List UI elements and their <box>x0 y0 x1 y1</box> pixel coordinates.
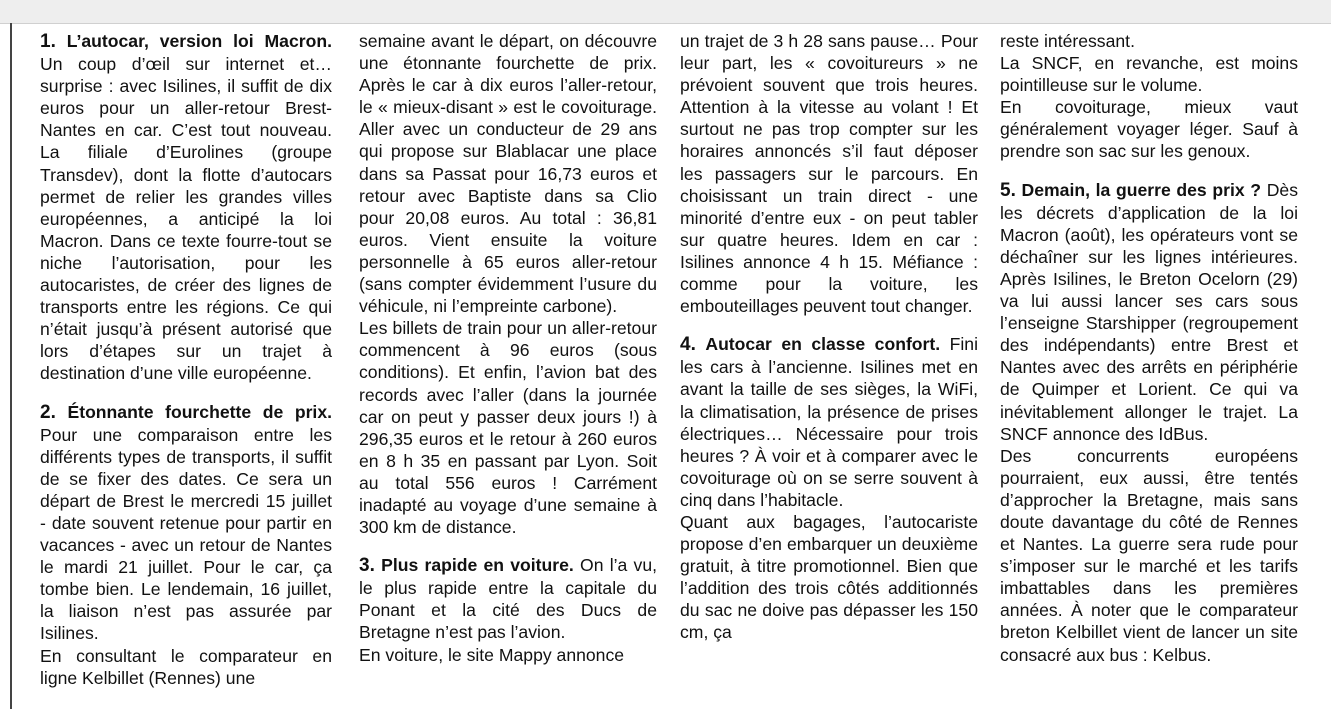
section-heading: Étonnante fourchette de prix. <box>67 401 332 422</box>
paragraph <box>359 644 657 666</box>
paragraph <box>680 30 978 317</box>
section-number: 4. <box>680 334 696 356</box>
section-number: 3. <box>359 555 375 577</box>
section-4 <box>680 333 978 511</box>
section-3 <box>359 554 657 643</box>
article-column-1 <box>40 30 332 689</box>
paragraph <box>680 511 978 644</box>
paragraph <box>1000 52 1298 96</box>
paragraph <box>1000 30 1298 52</box>
paragraph-text: Les billets de train pour un aller-retour commencent à 96 euros (sous conditions). Et enfin, l’avion bat des records avec l’aller (dans la journée car on peut y passer deux jours !) à 296,35 euros et le retour à 260 euros en 8 h 35 en passant par Lyon. Soit au total 556 euros ! Carrément inadapté au voyage d’une semaine à 300 km de distance. <box>359 318 657 538</box>
article-column-4 <box>1000 30 1298 666</box>
top-bar <box>0 0 1331 24</box>
paragraph-text: reste intéressant. <box>1000 31 1135 51</box>
article-column-2 <box>359 30 657 666</box>
paragraph-text: En consultant le comparateur en ligne Kelbillet (Rennes) une <box>40 645 332 688</box>
section-2 <box>40 401 332 645</box>
section-number: 1. <box>40 31 56 52</box>
column-rule <box>10 23 12 709</box>
section-1 <box>40 30 332 385</box>
section-heading: Plus rapide en voiture. <box>381 555 574 576</box>
paragraph-text: semaine avant le départ, on découvre une étonnante fourchette de prix. Après le car à dix euros l’aller-retour, le « mieux-disant » est le covoiturage. Aller avec un conducteur de 29 ans qui propose sur Blablacar une place dans sa Passat pour 16,73 euros et retour avec Baptiste dans sa Clio pour 20,08 euros. Au total : 36,81 euros. Vient ensuite la voiture personnelle à 65 euros aller-retour (sans compter évidemment l’usure du véhicule, ni l’empreinte carbone). <box>359 31 657 317</box>
paragraph-text: Des concurrents européens pourraient, eux aussi, être tentés d’approcher la Bretagne, mais sans doute davantage du côté de Rennes et Nantes. La guerre sera rude pour s’imposer sur le marché et les tarifs imbattables dans les premières années. À noter que le comparateur breton Kelbillet vient de lancer un site consacré aux bus : Kelbus. <box>1000 445 1298 665</box>
paragraph-text: En covoiturage, mieux vaut généralement voyager léger. Sauf à prendre son sac sur les genoux. <box>1000 97 1298 162</box>
section-heading: Demain, la guerre des prix ? <box>1021 179 1262 200</box>
paragraph-text: En voiture, le site Mappy annonce <box>359 644 625 665</box>
paragraph <box>359 317 657 538</box>
section-heading: L’autocar, version loi Macron. <box>66 31 332 51</box>
paragraph-text: Pour une comparaison entre les différents types de transports, il suffit de se fixer des dates. Ce sera un départ de Brest le mercredi 15 juillet - date souvent retenue pour partir en vacances - avec un retour de Nantes le mardi 21 juillet. Pour le car, ça tombe bien. Le lendemain, 16 juillet, la liaison n’est pas assurée par Isilines. <box>40 424 332 644</box>
paragraph-text: Dès les décrets d’application de la loi Macron (août), les opérateurs vont se déchaîner sur les lignes intérieures. Après Isilines, le Breton Ocelorn (29) va lui aussi lancer ses cars sous l’enseigne Starshipper (regroupement des indépendants) entre Brest et Nantes avec des arrêts en périphérie de Quimper et Lorient. Ce qui va inévitablement allonger le trajet. La SNCF annonce des IdBus. <box>1000 179 1299 444</box>
paragraph <box>1000 445 1298 666</box>
paragraph-text: Un coup d’œil sur internet et… surprise : avec Isilines, il suffit de dix euros pour un aller-retour Brest-Nantes en car. C’est tout nouveau. La filiale d’Eurolines (groupe Transdev), dont la flotte d’autocars permet de relier les grandes villes européennes, a anticipé la loi Macron. Dans ce texte fourre-tout se niche l’autorisation, pour les autocaristes, de créer des lignes de transports entre les régions. Ce qui n’était jusqu’à présent autorisé que lors d’étapes sur un trajet à destination d’une ville européenne. <box>40 54 332 384</box>
paragraph <box>359 30 657 317</box>
paragraph-text: un trajet de 3 h 28 sans pause… Pour leur part, les « covoitureurs » ne prévoient souvent que trois heures. Attention à la vitesse au volant ! Et surtout ne pas trop compter sur les horaires annoncés s’il faut déposer les passagers sur le parcours. En choisissant un train direct - une minorité d’entre eux - on peut tabler sur quatre heures. Idem en car : Isilines annonce 4 h 15. Méfiance : comme pour la voiture, les embouteillages peuvent tout changer. <box>680 31 978 317</box>
section-5 <box>1000 179 1298 445</box>
paragraph-text: Fini les cars à l’ancienne. Isilines met en avant la taille de ses sièges, la WiFi, la climatisation, la présence de prises électriques… Nécessaire pour trois heures ? À voir et à comparer avec le covoiturage où on se serre souvent à cinq dans l’habitacle. <box>680 334 978 510</box>
paragraph-text: La SNCF, en revanche, est moins pointilleuse sur le volume. <box>1000 53 1298 96</box>
article-column-3 <box>680 30 978 644</box>
section-number: 2. <box>40 401 56 423</box>
paragraph <box>40 645 332 689</box>
section-number: 5. <box>1000 179 1016 201</box>
paragraph-text: On l’a vu, le plus rapide entre la capitale du Ponant et la cité des Ducs de Bretagne n’est pas l’avion. <box>359 555 658 643</box>
section-heading: Autocar en classe confort. <box>705 334 941 355</box>
paragraph-text: Quant aux bagages, l’autocariste propose d’en embarquer un deuxième gratuit, à titre promotionnel. Bien que l’addition des trois côtés additionnés du sac ne doive pas dépasser les 150 cm, ça <box>680 511 978 643</box>
paragraph <box>1000 96 1298 162</box>
